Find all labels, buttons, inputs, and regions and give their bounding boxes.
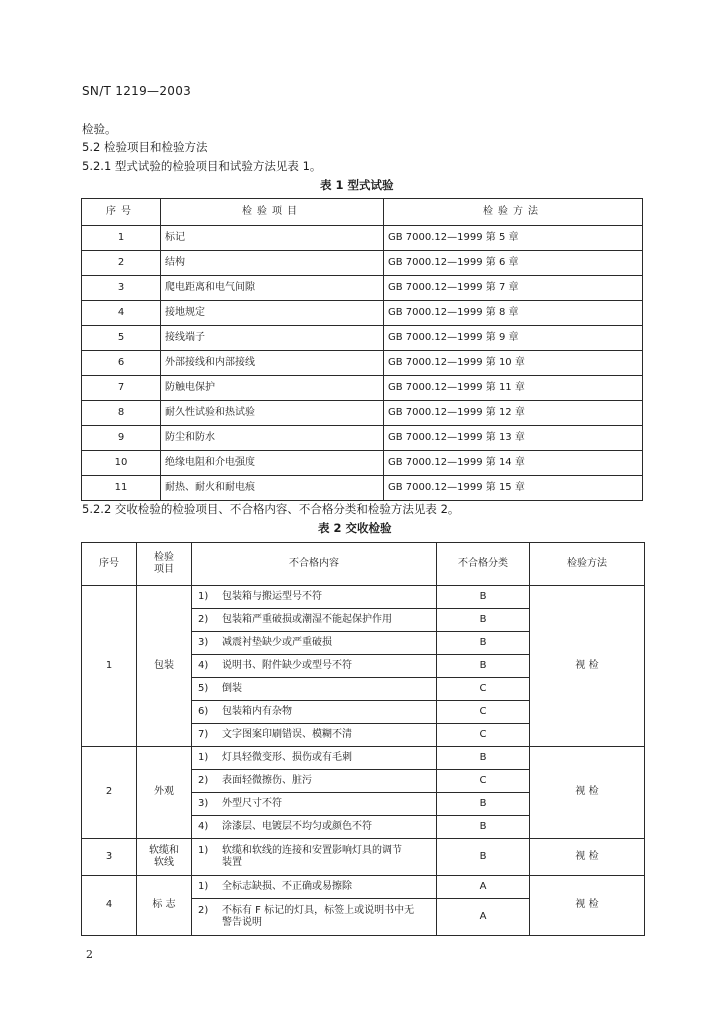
table-row [82,839,645,876]
defect-content [192,701,437,724]
table-row [82,586,645,609]
defect-index: 1) [198,590,209,602]
defect-class: B [437,655,530,678]
table-header-row [82,543,645,586]
defect-class: B [437,839,530,876]
defect-content [192,655,437,678]
test-method: GB 7000.12—1999 第 7 章 [384,276,643,301]
test-item: 耐热、耐火和耐电痕 [161,476,384,501]
column-header: 检验方法 [384,199,643,226]
defect-class: C [437,770,530,793]
row-number: 4 [82,301,161,326]
table-row [82,351,643,376]
test-item: 耐久性试验和热试验 [161,401,384,426]
defect-class: C [437,701,530,724]
test-method: GB 7000.12—1999 第 9 章 [384,326,643,351]
body-line-continuation: 检验。 [82,122,117,136]
defect-class: A [437,899,530,936]
column-header: 序号 [82,199,161,226]
test-item: 接线端子 [161,326,384,351]
test-method: GB 7000.12—1999 第 15 章 [384,476,643,501]
column-header-no: 序号 [82,543,137,586]
group-item-line1: 软缆和 [149,844,179,856]
table-row [82,226,643,251]
defect-class: B [437,747,530,770]
defect-text: 全标志缺损、不正确或易擦除 [222,880,352,892]
group-number: 4 [82,876,137,936]
column-header: 检验项目 [161,199,384,226]
defect-class: B [437,586,530,609]
defect-content [192,793,437,816]
row-number: 9 [82,426,161,451]
defect-text: 文字图案印刷错误、模糊不清 [222,728,352,740]
defect-index: 5) [198,682,209,694]
defect-index: 2) [198,774,209,786]
defect-content [192,899,437,936]
row-number: 2 [82,251,161,276]
defect-content [192,876,437,899]
group-number: 2 [82,747,137,839]
table-row [82,276,643,301]
group-number: 1 [82,586,137,747]
defect-text: 减震衬垫缺少或严重破损 [222,636,332,648]
defect-index: 2) [198,904,209,916]
defect-content [192,770,437,793]
table-row [82,326,643,351]
test-method: GB 7000.12—1999 第 13 章 [384,426,643,451]
test-method: GB 7000.12—1999 第 10 章 [384,351,643,376]
test-method: GB 7000.12—1999 第 6 章 [384,251,643,276]
acceptance-inspection-table [81,542,645,936]
defect-text: 包装箱与搬运型号不符 [222,590,322,602]
group-item [137,839,192,876]
column-header-item [137,543,192,586]
section-heading-5-2: 5.2 检验项目和检验方法 [82,140,208,154]
type-test-table [81,198,643,501]
defect-index: 3) [198,797,209,809]
table-row [82,876,645,899]
defect-class: C [437,724,530,747]
group-item: 外观 [137,747,192,839]
table-row [82,747,645,770]
test-method: GB 7000.12—1999 第 8 章 [384,301,643,326]
row-number: 6 [82,351,161,376]
defect-text: 倒装 [222,682,242,694]
defect-class: B [437,609,530,632]
defect-text-line2: 警告说明 [222,917,262,928]
header-item-line2: 项目 [154,564,174,575]
defect-content [192,632,437,655]
defect-text: 涂漆层、电镀层不均匀或颜色不符 [222,820,372,832]
test-item: 防尘和防水 [161,426,384,451]
test-method: GB 7000.12—1999 第 5 章 [384,226,643,251]
clause-5-2-2: 5.2.2 交收检验的检验项目、不合格内容、不合格分类和检验方法见表 2。 [82,502,460,516]
row-number: 5 [82,326,161,351]
defect-index: 7) [198,728,209,740]
test-method: GB 7000.12—1999 第 14 章 [384,451,643,476]
table-row [82,476,643,501]
row-number: 1 [82,226,161,251]
defect-index: 4) [198,820,209,832]
inspection-method: 视 检 [530,839,645,876]
row-number: 3 [82,276,161,301]
test-method: GB 7000.12—1999 第 11 章 [384,376,643,401]
defect-text: 表面轻微擦伤、脏污 [222,774,312,786]
group-item-line2: 软线 [154,857,174,868]
test-item: 外部接线和内部接线 [161,351,384,376]
row-number: 10 [82,451,161,476]
defect-text: 灯具轻微变形、损伤或有毛刺 [222,751,352,763]
defect-index: 2) [198,613,209,625]
group-item: 包装 [137,586,192,747]
test-method: GB 7000.12—1999 第 12 章 [384,401,643,426]
page-number: 2 [86,948,93,961]
clause-5-2-1: 5.2.1 型式试验的检验项目和试验方法见表 1。 [82,159,322,173]
test-item: 爬电距离和电气间隙 [161,276,384,301]
defect-class: A [437,876,530,899]
column-header-method: 检验方法 [530,543,645,586]
test-item: 结构 [161,251,384,276]
defect-content [192,586,437,609]
defect-class: B [437,816,530,839]
defect-content [192,747,437,770]
column-header-content: 不合格内容 [192,543,437,586]
defect-text: 包装箱严重破损或潮湿不能起保护作用 [222,613,392,625]
defect-text-line1: 不标有 F 标记的灯具，标签上或说明书中无 [222,904,415,916]
defect-content [192,816,437,839]
group-number: 3 [82,839,137,876]
defect-text: 说明书、附件缺少或型号不符 [222,659,352,671]
defect-index: 1) [198,880,209,892]
defect-index: 3) [198,636,209,648]
defect-content [192,609,437,632]
defect-content [192,678,437,701]
test-item: 接地规定 [161,301,384,326]
defect-class: C [437,678,530,701]
table-row [82,376,643,401]
inspection-method: 视 检 [530,586,645,747]
test-item: 防触电保护 [161,376,384,401]
defect-index: 4) [198,659,209,671]
row-number: 8 [82,401,161,426]
table-row [82,251,643,276]
test-item: 标记 [161,226,384,251]
table-header-row [82,199,643,226]
defect-index: 1) [198,751,209,763]
defect-index: 1) [198,844,209,856]
table-row [82,401,643,426]
defect-content [192,724,437,747]
header-item-line1: 检验 [154,551,174,563]
defect-class: B [437,793,530,816]
table-row [82,426,643,451]
defect-text-line1: 软缆和软线的连接和安置影响灯具的调节 [222,844,402,856]
inspection-method: 视 检 [530,747,645,839]
defect-class: B [437,632,530,655]
group-item: 标 志 [137,876,192,936]
table-row [82,451,643,476]
defect-text: 包装箱内有杂物 [222,705,292,717]
column-header-class: 不合格分类 [437,543,530,586]
defect-text-line2: 装置 [222,857,242,868]
defect-text: 外型尺寸不符 [222,797,282,809]
standard-number: SN/T 1219—2003 [82,84,192,98]
row-number: 11 [82,476,161,501]
test-item: 绝缘电阻和介电强度 [161,451,384,476]
table1-caption: 表 1 型式试验 [320,178,394,192]
row-number: 7 [82,376,161,401]
defect-content [192,839,437,876]
defect-index: 6) [198,705,209,717]
table2-caption: 表 2 交收检验 [318,521,392,535]
inspection-method: 视 检 [530,876,645,936]
table-row [82,301,643,326]
